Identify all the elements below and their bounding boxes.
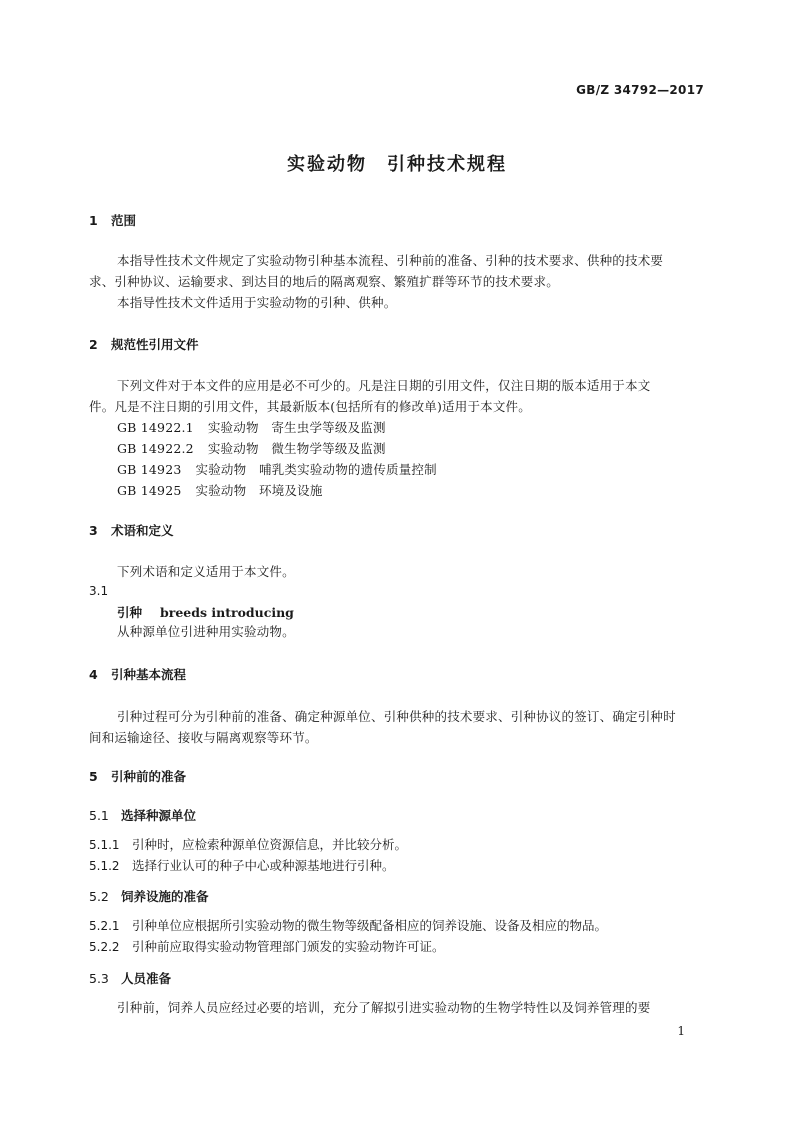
section-4-heading (89, 665, 186, 683)
section-1-heading (89, 211, 136, 229)
reference-item (117, 459, 437, 480)
clause-item (89, 936, 445, 958)
reference-item (117, 438, 386, 459)
reference-code: GB 14925 (117, 483, 182, 498)
reference-title: 实验动物 哺乳类实验动物的遗传质量控制 (195, 462, 437, 477)
section-title: 术语和定义 (111, 523, 174, 538)
clause-text: 选择行业认可的种子中心或种源基地进行引种。 (132, 858, 395, 873)
clause-number: 5.1.1 (89, 838, 120, 852)
section-number: 4 (89, 667, 98, 682)
section-number: 5 (89, 769, 98, 784)
clause-item (89, 834, 407, 856)
section-number: 3 (89, 523, 98, 538)
section-1-paragraph-1-line-1: 本指导性技术文件规定了实验动物引种基本流程、引种前的准备、引种的技术要求、供种的技术要 (117, 253, 664, 268)
clause-number: 5.1.2 (89, 859, 120, 873)
section-title: 范围 (111, 213, 137, 228)
subsection-number: 5.1 (89, 808, 109, 823)
term-chinese: 引种 (117, 605, 143, 620)
subsection-5-1-heading (89, 806, 196, 824)
section-1-paragraph-2: 本指导性技术文件适用于实验动物的引种、供种。 (117, 295, 397, 310)
section-2-paragraph-1-line-2: 件。凡是不注日期的引用文件，其最新版本(包括所有的修改单)适用于本文件。 (89, 399, 531, 414)
subsection-5-3-paragraph-line-1: 引种前，饲养人员应经过必要的培训，充分了解拟引进实验动物的生物学特性以及饲养管理的要 (117, 1000, 651, 1015)
clause-text: 引种单位应根据所引实验动物的微生物等级配备相应的饲养设施、设备及相应的物品。 (132, 918, 608, 933)
standard-code: GB/Z 34792—2017 (576, 83, 704, 97)
section-1-paragraph-1-line-2: 求、引种协议、运输要求、到达目的地后的隔离观察、繁殖扩群等环节的技术要求。 (89, 274, 559, 289)
clause-item (89, 915, 607, 937)
section-number: 1 (89, 213, 98, 228)
clause-text: 引种时，应检索种源单位资源信息，并比较分析。 (132, 837, 408, 852)
subsection-title: 人员准备 (121, 971, 172, 986)
reference-code: GB 14922.2 (117, 441, 194, 456)
term-english: breeds introducing (160, 605, 294, 620)
reference-item (117, 417, 386, 438)
reference-code: GB 14923 (117, 462, 182, 477)
subsection-title: 选择种源单位 (121, 808, 197, 823)
reference-title: 实验动物 环境及设施 (195, 483, 323, 498)
section-3-heading (89, 521, 174, 539)
clause-number: 5.2.1 (89, 919, 120, 933)
section-4-paragraph-1-line-1: 引种过程可分为引种前的准备、确定种源单位、引种供种的技术要求、引种协议的签订、确定引种时 (117, 709, 676, 724)
reference-title: 实验动物 寄生虫学等级及监测 (207, 420, 386, 435)
section-2-paragraph-1-line-1: 下列文件对于本文件的应用是必不可少的。凡是注日期的引用文件，仅注日期的版本适用于本文 (117, 378, 651, 393)
section-5-heading (89, 767, 186, 785)
section-title: 引种前的准备 (111, 769, 187, 784)
page-number: 1 (677, 1024, 685, 1038)
clause-number: 3.1 (89, 584, 109, 598)
section-title: 引种基本流程 (111, 667, 187, 682)
subsection-5-2-heading (89, 887, 209, 905)
reference-item (117, 480, 323, 501)
reference-title: 实验动物 微生物学等级及监测 (207, 441, 386, 456)
term-entry (117, 603, 294, 621)
section-title: 规范性引用文件 (111, 337, 199, 352)
subsection-title: 饲养设施的准备 (121, 889, 209, 904)
section-2-heading (89, 335, 199, 353)
reference-code: GB 14922.1 (117, 420, 194, 435)
section-4-paragraph-1-line-2: 间和运输途径、接收与隔离观察等环节。 (89, 730, 318, 745)
section-number: 2 (89, 337, 98, 352)
subsection-5-3-heading (89, 969, 171, 987)
subsection-number: 5.3 (89, 971, 109, 986)
clause-text: 引种前应取得实验动物管理部门颁发的实验动物许可证。 (132, 939, 445, 954)
document-title: 实验动物 引种技术规程 (287, 154, 507, 175)
subsection-number: 5.2 (89, 889, 109, 904)
clause-item (89, 855, 395, 877)
section-3-paragraph-1: 下列术语和定义适用于本文件。 (117, 564, 295, 579)
clause-number: 5.2.2 (89, 940, 120, 954)
term-definition: 从种源单位引进种用实验动物。 (117, 624, 295, 639)
